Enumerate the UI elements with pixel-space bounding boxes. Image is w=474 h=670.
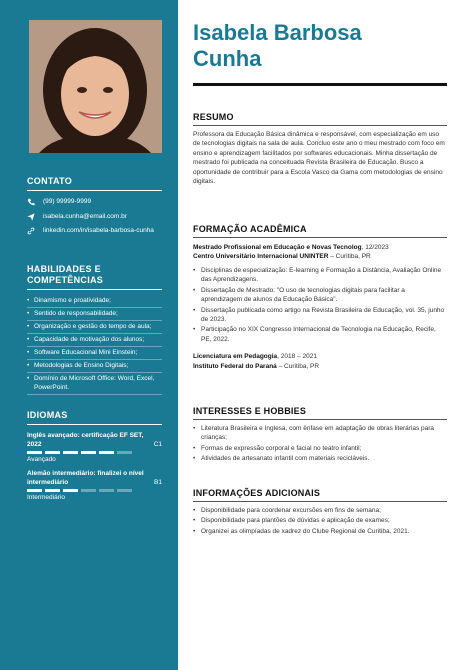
contact-section [27,176,162,236]
list-item: • Disciplinas de especialização: E-learning e Formação a Distância, Avaliação Online das Aprendizagens. [193,266,447,285]
contact-email [27,213,162,222]
school-place: – Curitiba, PR [276,362,320,370]
adicionais-list [193,506,447,536]
school: Centro Universitário Internacional UNINTER [193,253,329,261]
language-desc: Avançado [27,455,56,463]
list-item: • Participação no XIX Congresso Internacional de Tecnologia na Educação, Recife, PE, 2022. [193,325,447,344]
skills-section [27,264,162,395]
level-segment [99,489,114,492]
interesses-list [193,424,447,464]
level-segment [99,451,114,454]
list-item: • Literatura Brasileira e Inglesa, com ênfase em adaptação de obras literárias para crianças; [193,424,447,443]
phone-text[interactable]: (99) 99999-9999 [43,197,92,205]
resumo-section [193,112,447,187]
candidate-name [193,20,453,72]
resumo-text: Professora da Educação Básica dinâmica e responsável, com especialização em uso de tecnologias digitais na sala de aula. Concluo este ano o meu mestrado com foco em ensino e aprendizagem facilitados por softwares educacionais. Minha dissertação de mestrado foi publicada na conceituada Revista Brasileira de Educação. Busco a oportunidade de contribuir para a Escola Vasco da Gama com metodologias de ensino digitais. [193,131,445,186]
degree-date: , 2018 – 2021 [277,353,317,361]
formacao-title: FORMAÇÃO ACADÊMICA [193,224,447,238]
level-segment [45,451,60,454]
level-segment [63,489,78,492]
language-name: Inglês avançado: certificação EF SET, 2022 [27,431,144,448]
list-item: • Disponibilidade para coordenar excursões em fins de semana; [193,506,447,515]
adicionais-section [193,488,447,537]
portrait-image [29,20,162,153]
resumo-title: RESUMO [193,112,447,126]
level-segment [117,489,132,492]
school: Instituto Federal do Paraná [193,362,277,370]
level-segment [117,451,132,454]
language-desc: Intermediário [27,494,65,502]
degree: Licenciatura em Pedagogia [193,353,278,361]
level-segment [63,451,78,454]
contact-linkedin [27,227,162,236]
list-item: • Disponibilidade para plantões de dúvidas e aplicação de exames; [193,516,447,525]
level-segment [81,489,96,492]
profile-photo [29,20,162,153]
skills-title: HABILIDADES E COMPETÊNCIAS [27,264,162,290]
send-icon [27,213,37,221]
list-item: • Organização e gestão do tempo de aula; [27,321,162,334]
degree-date: , 12/2023 [361,244,389,251]
skills-list [27,295,162,396]
linkedin-text[interactable]: linkedin.com/in/isabela-barbosa-cunha [43,227,154,235]
list-item: • Capacidade de motivação dos alunos; [27,334,162,347]
contact-title: CONTATO [27,176,162,191]
education-entry [193,352,447,371]
list-item: • Dissertação de Mestrado: "O uso de tecnologias digitais para facilitar a aprendizagem de alunos da Educação Básica". [193,286,447,305]
education-bullets [193,266,447,344]
level-segment [45,489,60,492]
language-level: C1 [153,440,162,448]
language-entry [27,431,162,449]
list-item: • Formas de expressão corporal e facial no teatro infantil; [193,444,447,453]
list-item: • Domínio de Microsoft Office: Word, Excel, PowerPoint. [27,373,162,395]
link-icon [27,227,37,235]
list-item: • Software Educacional Mini Einstein; [27,347,162,360]
school-place: – Curitiba, PR [328,253,371,261]
interesses-section [193,406,447,465]
list-item: • Dissertação publicada como artigo na Revista Brasileira de Educação, vol. 35, junho de 2023. [193,306,447,325]
email-text[interactable]: isabela.cunha@email.com.br [43,212,127,220]
level-segment [81,451,96,454]
name-divider [193,83,447,86]
formacao-section [193,224,447,371]
list-item: • Sentido de responsabilidade; [27,308,162,321]
sidebar [0,0,178,670]
language-name: Alemão intermediário: finalizei o nível intermediário [27,469,144,487]
languages-section [27,410,162,501]
phone-icon [27,198,37,206]
language-entry [27,469,162,487]
list-item: • Atividades de artesanato infantil com materiais recicláveis. [193,454,447,463]
languages-title: IDIOMAS [27,410,162,425]
name-line-1: Isabela Barbosa [193,20,362,45]
list-item: • Organizei as olimpíadas de xadrez do Clube Regional de Curitiba, 2021. [193,527,447,536]
education-entry [193,243,447,262]
language-level-bar [27,489,162,492]
list-item: • Metodologias de Ensino Digitais; [27,360,162,373]
list-item: • Dinamismo e proatividade; [27,295,162,308]
contact-phone [27,198,162,207]
level-segment [27,489,42,492]
adicionais-title: INFORMAÇÕES ADICIONAIS [193,488,447,502]
name-line-2: Cunha [193,45,262,71]
degree: Mestrado Profissional em Educação e Novas Tecnolog [193,244,362,251]
language-level-bar [27,451,162,454]
language-level: B1 [154,479,162,487]
interesses-title: INTERESSES E HOBBIES [193,406,447,420]
level-segment [27,451,42,454]
